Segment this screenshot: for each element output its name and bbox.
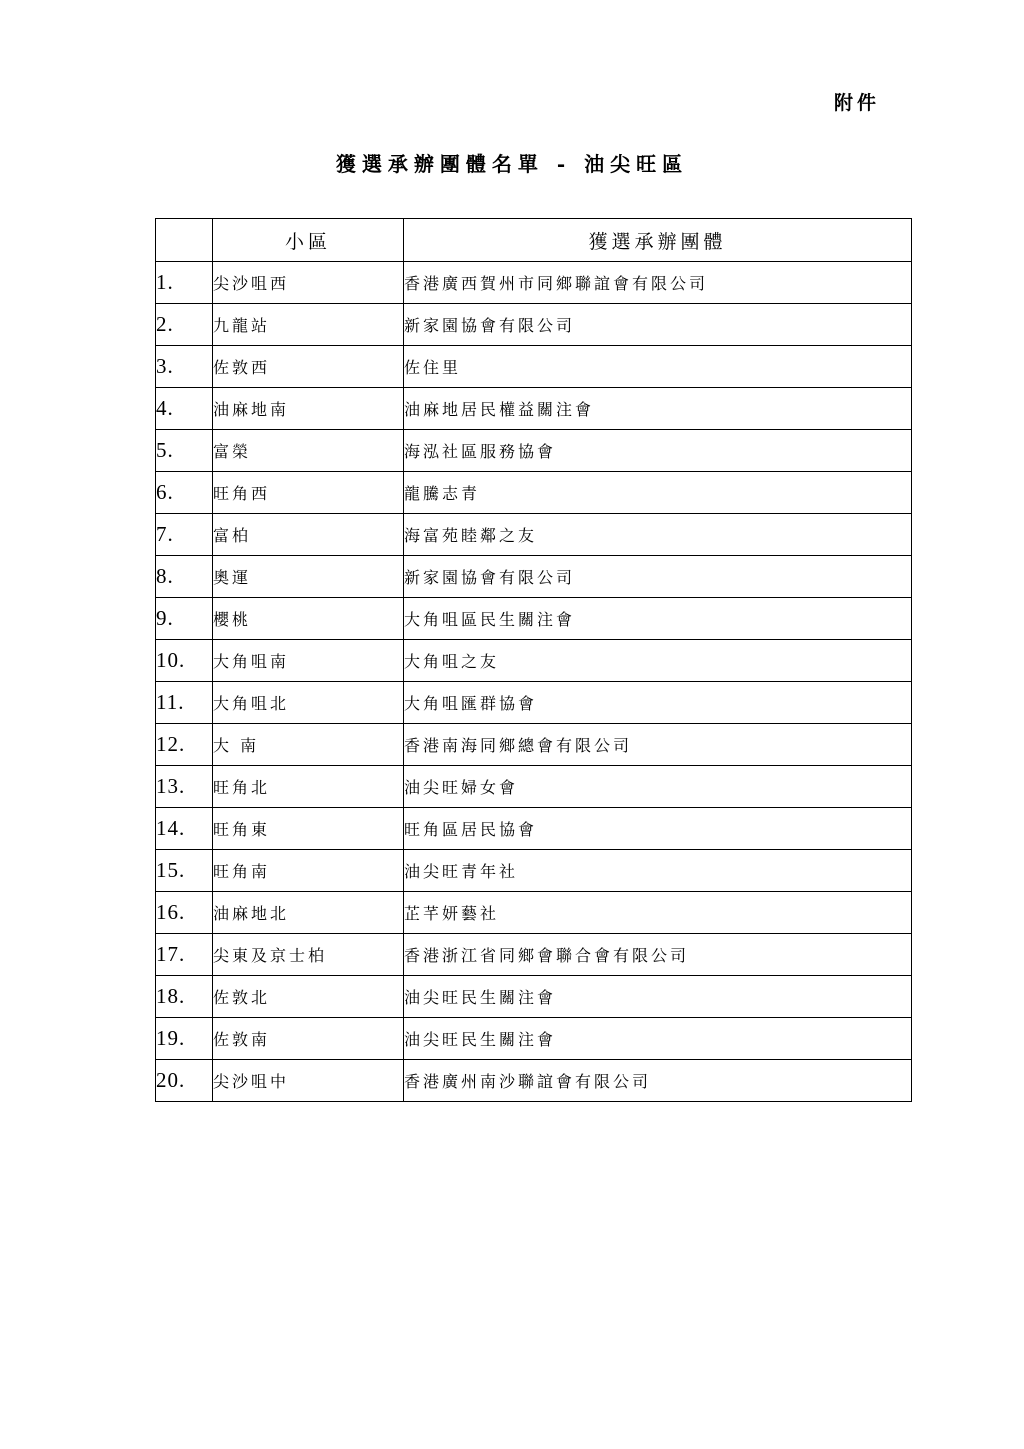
organization-cell: 香港浙江省同鄉會聯合會有限公司 bbox=[404, 934, 912, 976]
table-row bbox=[156, 598, 912, 640]
table-row bbox=[156, 1060, 912, 1102]
organization-cell: 新家園協會有限公司 bbox=[404, 556, 912, 598]
row-number: 20. bbox=[156, 1060, 213, 1102]
sub-district-cell: 佐敦北 bbox=[213, 976, 404, 1018]
organization-cell: 油尖旺青年社 bbox=[404, 850, 912, 892]
header-organization: 獲選承辦團體 bbox=[404, 219, 912, 262]
sub-district-cell: 大角咀南 bbox=[213, 640, 404, 682]
row-number: 2. bbox=[156, 304, 213, 346]
sub-district-cell: 旺角北 bbox=[213, 766, 404, 808]
organization-cell: 芷芊妍藝社 bbox=[404, 892, 912, 934]
sub-district-cell: 奧運 bbox=[213, 556, 404, 598]
sub-district-cell: 佐敦南 bbox=[213, 1018, 404, 1060]
row-number: 14. bbox=[156, 808, 213, 850]
row-number: 13. bbox=[156, 766, 213, 808]
organization-cell: 旺角區居民協會 bbox=[404, 808, 912, 850]
selected-organizations-table bbox=[155, 218, 912, 1102]
sub-district-cell: 大 南 bbox=[213, 724, 404, 766]
row-number: 3. bbox=[156, 346, 213, 388]
table-row bbox=[156, 304, 912, 346]
table-row bbox=[156, 682, 912, 724]
table-row bbox=[156, 850, 912, 892]
organization-cell: 海富苑睦鄰之友 bbox=[404, 514, 912, 556]
annex-label: 附件 bbox=[834, 92, 881, 114]
organization-cell: 油尖旺民生關注會 bbox=[404, 976, 912, 1018]
row-number: 16. bbox=[156, 892, 213, 934]
row-number: 6. bbox=[156, 472, 213, 514]
row-number: 8. bbox=[156, 556, 213, 598]
sub-district-cell: 尖沙咀西 bbox=[213, 262, 404, 304]
table-row bbox=[156, 514, 912, 556]
row-number: 1. bbox=[156, 262, 213, 304]
table-row bbox=[156, 346, 912, 388]
organization-cell: 佐住里 bbox=[404, 346, 912, 388]
row-number: 4. bbox=[156, 388, 213, 430]
sub-district-cell: 尖沙咀中 bbox=[213, 1060, 404, 1102]
row-number: 19. bbox=[156, 1018, 213, 1060]
sub-district-cell: 尖東及京士柏 bbox=[213, 934, 404, 976]
sub-district-cell: 富榮 bbox=[213, 430, 404, 472]
organization-cell: 香港廣州南沙聯誼會有限公司 bbox=[404, 1060, 912, 1102]
table-row bbox=[156, 262, 912, 304]
table-row bbox=[156, 808, 912, 850]
row-number: 9. bbox=[156, 598, 213, 640]
table-row bbox=[156, 892, 912, 934]
table-row bbox=[156, 640, 912, 682]
table-row bbox=[156, 388, 912, 430]
sub-district-cell: 九龍站 bbox=[213, 304, 404, 346]
sub-district-cell: 旺角西 bbox=[213, 472, 404, 514]
organization-cell: 新家園協會有限公司 bbox=[404, 304, 912, 346]
table-row bbox=[156, 724, 912, 766]
table-row bbox=[156, 472, 912, 514]
table-row bbox=[156, 934, 912, 976]
row-number: 15. bbox=[156, 850, 213, 892]
sub-district-cell: 大角咀北 bbox=[213, 682, 404, 724]
organization-cell: 香港南海同鄉總會有限公司 bbox=[404, 724, 912, 766]
row-number: 17. bbox=[156, 934, 213, 976]
row-number: 18. bbox=[156, 976, 213, 1018]
row-number: 12. bbox=[156, 724, 213, 766]
sub-district-cell: 旺角東 bbox=[213, 808, 404, 850]
sub-district-cell: 油麻地北 bbox=[213, 892, 404, 934]
organization-cell: 油尖旺婦女會 bbox=[404, 766, 912, 808]
table-row bbox=[156, 1018, 912, 1060]
organization-cell: 龍騰志青 bbox=[404, 472, 912, 514]
header-number bbox=[156, 219, 213, 262]
organization-cell: 油尖旺民生關注會 bbox=[404, 1018, 912, 1060]
table-row bbox=[156, 766, 912, 808]
sub-district-cell: 油麻地南 bbox=[213, 388, 404, 430]
organization-cell: 大角咀區民生關注會 bbox=[404, 598, 912, 640]
document-title: 獲選承辦團體名單 - 油尖旺區 bbox=[335, 152, 689, 176]
row-number: 10. bbox=[156, 640, 213, 682]
organization-cell: 香港廣西賀州市同鄉聯誼會有限公司 bbox=[404, 262, 912, 304]
sub-district-cell: 櫻桃 bbox=[213, 598, 404, 640]
sub-district-cell: 旺角南 bbox=[213, 850, 404, 892]
row-number: 5. bbox=[156, 430, 213, 472]
organization-cell: 油麻地居民權益關注會 bbox=[404, 388, 912, 430]
organization-cell: 海泓社區服務協會 bbox=[404, 430, 912, 472]
table-row bbox=[156, 430, 912, 472]
organization-cell: 大角咀匯群協會 bbox=[404, 682, 912, 724]
organization-cell: 大角咀之友 bbox=[404, 640, 912, 682]
header-sub-district: 小區 bbox=[213, 219, 404, 262]
sub-district-cell: 富柏 bbox=[213, 514, 404, 556]
sub-district-cell: 佐敦西 bbox=[213, 346, 404, 388]
table-row bbox=[156, 556, 912, 598]
table-header-row bbox=[156, 219, 912, 262]
row-number: 11. bbox=[156, 682, 213, 724]
row-number: 7. bbox=[156, 514, 213, 556]
table-row bbox=[156, 976, 912, 1018]
